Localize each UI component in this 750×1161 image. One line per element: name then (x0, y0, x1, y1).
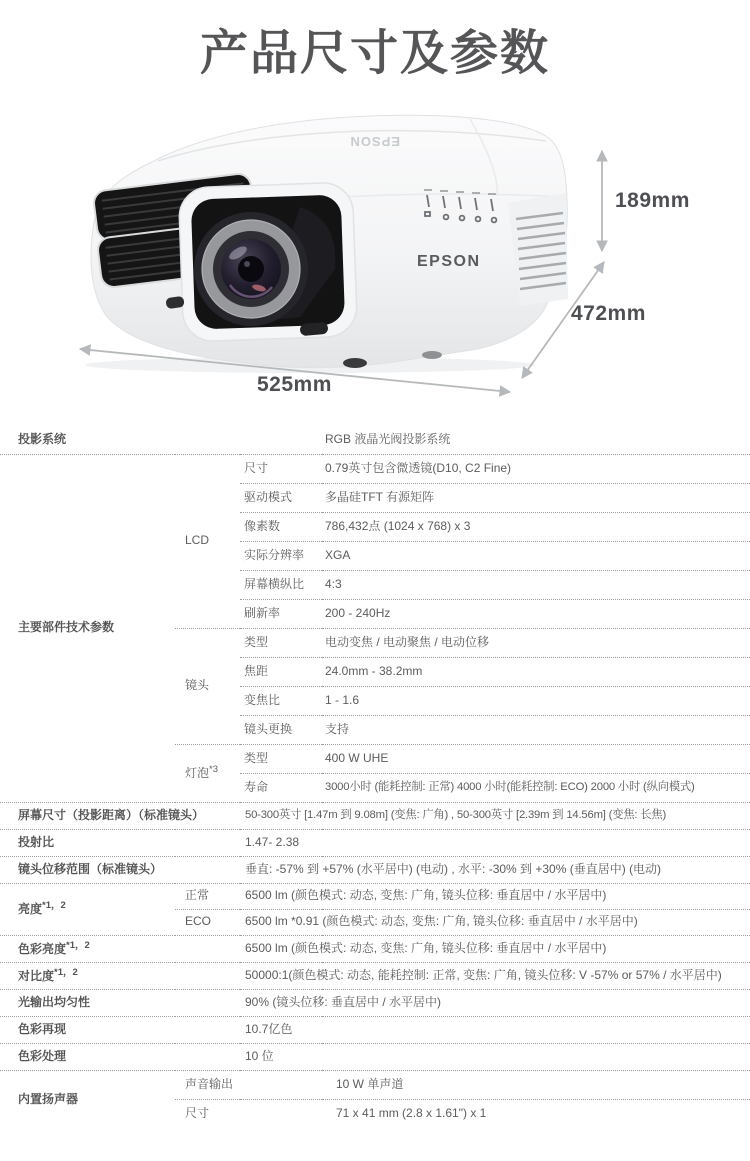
spec-item-label: 寿命 (240, 773, 322, 802)
brand-logo-top (349, 134, 400, 149)
spec-value: 90% (镜头位移: 垂直居中 / 水平居中) (175, 989, 750, 1016)
spec-item-value: 400 W UHE (322, 744, 750, 773)
spec-item-value: 4:3 (322, 570, 750, 599)
spec-item-value: 电动变焦 / 电动聚焦 / 电动位移 (322, 628, 750, 657)
spec-table (0, 426, 750, 1128)
spec-label: 色彩处理 (0, 1043, 175, 1070)
lens (194, 212, 308, 326)
spec-item-label: 镜头更换 (240, 715, 322, 744)
spec-item-value: 6500 lm *0.91 (颜色模式: 动态, 变焦: 广角, 镜头位移: 垂直居中 / 水平居中) (240, 909, 750, 935)
spec-row-contrast (0, 962, 750, 989)
spec-label: 色彩再现 (0, 1016, 175, 1043)
spec-item-label: 焦距 (240, 657, 322, 686)
spec-label (0, 935, 175, 962)
spec-row-speaker-output (0, 1070, 750, 1099)
footnote-marker: *1，2 (42, 900, 66, 912)
spec-row-projection-system (0, 426, 750, 454)
spec-value: 50000:1(颜色模式: 动态, 能耗控制: 正常, 变焦: 广角, 镜头位移: V -57% or 57% / 水平居中) (175, 962, 750, 989)
spec-row-lcd-size (0, 454, 750, 483)
spec-item-value: 200 - 240Hz (322, 599, 750, 628)
spec-label-text: 色彩亮度 (18, 941, 67, 956)
spec-row-lens-shift (0, 856, 750, 883)
projector-illustration (0, 99, 750, 426)
spec-item-label: 正常 (175, 883, 240, 909)
spec-value: 垂直: -57% 到 +57% (水平居中) (电动) , 水平: -30% 到 +30% (垂直居中) (电动) (175, 856, 750, 883)
spec-value: 10 位 (175, 1043, 750, 1070)
spec-label: 投射比 (0, 829, 175, 856)
spec-item-label: 实际分辨率 (240, 541, 322, 570)
spec-label (0, 962, 175, 989)
spec-row-color-reproduction (0, 1016, 750, 1043)
spec-item-label: 声音输出 (175, 1070, 322, 1099)
spec-label: 屏幕尺寸（投影距离）（标准镜头） (0, 802, 175, 829)
spec-value: 50-300英寸 [1.47m 到 9.08m] (变焦: 广角) , 50-300英寸 [2.39m 到 14.56m] (变焦: 长焦) (175, 802, 750, 829)
dimension-depth-label: 472mm (571, 302, 646, 325)
spec-item-value: XGA (322, 541, 750, 570)
brand-logo-front: EPSON (417, 253, 481, 270)
spec-row-color-processing (0, 1043, 750, 1070)
spec-item-label: 屏幕横纵比 (240, 570, 322, 599)
footnote-marker: *1，2 (54, 966, 78, 978)
spec-label-text: 亮度 (18, 902, 43, 917)
spec-row-screen-size (0, 802, 750, 829)
spec-item-value: 6500 lm (颜色模式: 动态, 变焦: 广角, 镜头位移: 垂直居中 / 水平居中) (240, 883, 750, 909)
spec-row-color-brightness (0, 935, 750, 962)
spec-item-label: 类型 (240, 744, 322, 773)
spec-group-label: 镜头 (175, 628, 240, 744)
product-figure (0, 99, 750, 426)
spec-item-label: 驱动模式 (240, 483, 322, 512)
spec-item-value: 24.0mm - 38.2mm (322, 657, 750, 686)
spec-item-value: 10 W 单声道 (322, 1070, 750, 1099)
spec-group-label (175, 744, 240, 802)
spec-item-value: 0.79英寸包含微透镜(D10, C2 Fine) (322, 454, 750, 483)
spec-item-label: 类型 (240, 628, 322, 657)
dimension-height-label: 189mm (615, 189, 690, 212)
spec-section-label: 主要部件技术参数 (0, 454, 175, 802)
spec-row-throw-ratio (0, 829, 750, 856)
spec-value: 10.7亿色 (175, 1016, 750, 1043)
spec-group-label: LCD (175, 454, 240, 628)
spec-item-value: 3000小时 (能耗控制: 正常) 4000 小时(能耗控制: ECO) 2000 小时 (纵向模式) (322, 773, 750, 802)
spec-row-uniformity (0, 989, 750, 1016)
foot (343, 358, 367, 368)
spec-item-label: 尺寸 (185, 1106, 210, 1121)
title-block (0, 0, 750, 99)
spec-row-brightness-normal (0, 883, 750, 909)
foot (422, 351, 442, 359)
spec-item-label: 变焦比 (240, 686, 322, 715)
spec-item-value: 多晶硅TFT 有源矩阵 (322, 483, 750, 512)
spec-item-label: 尺寸 (240, 454, 322, 483)
spec-value: 6500 lm (颜色模式: 动态, 变焦: 广角, 镜头位移: 垂直居中 / 水平居中) (175, 935, 750, 962)
spec-label: 光输出均匀性 (0, 989, 175, 1016)
spec-label: 内置扬声器 (18, 1091, 79, 1106)
spec-label (0, 883, 175, 935)
svg-text:EPSON: EPSON (349, 134, 400, 149)
spec-value: 1.47- 2.38 (175, 829, 750, 856)
spec-label-text: 对比度 (18, 968, 55, 983)
spec-item-value: 71 x 41 mm (2.8 x 1.61") x 1 (336, 1106, 487, 1121)
spec-label: 投影系统 (0, 426, 175, 454)
dimension-width-label: 525mm (257, 373, 332, 396)
spec-group-text: 灯泡 (185, 766, 210, 781)
spec-item-label: ECO (175, 909, 240, 935)
spec-item-label: 像素数 (240, 512, 322, 541)
footnote-marker: *3 (209, 764, 218, 776)
spec-item-value: 支持 (322, 715, 750, 744)
spec-item-label: 刷新率 (240, 599, 322, 628)
footnote-marker: *1，2 (66, 939, 90, 951)
spec-label: 镜头位移范围（标准镜头） (0, 856, 175, 883)
spec-item-value: 786,432点 (1024 x 768) x 3 (322, 512, 750, 541)
page-title: 产品尺寸及参数 (199, 27, 550, 80)
spec-item-value: 1 - 1.6 (322, 686, 750, 715)
spec-value: RGB 液晶光阀投影系统 (175, 426, 750, 454)
